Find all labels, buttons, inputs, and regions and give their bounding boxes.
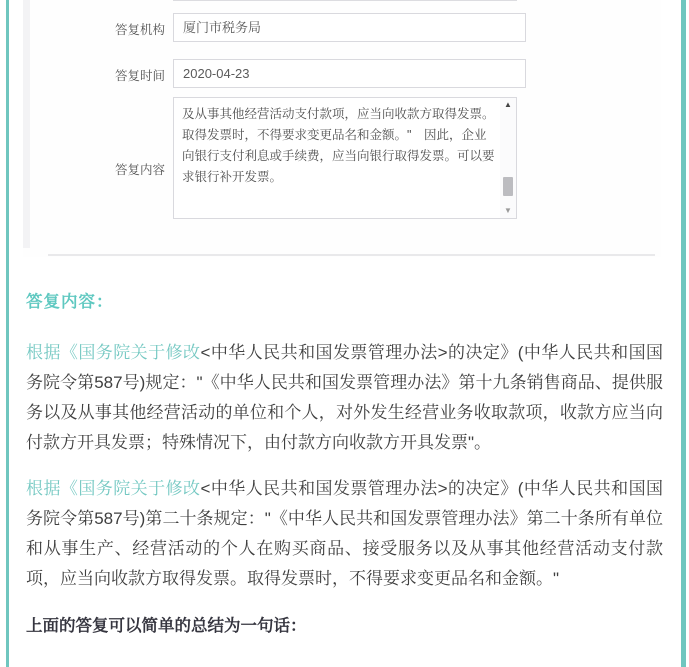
reply-org-label: 答复机构 [114,23,165,37]
paragraph-text: <中华人民共和国发票管理办法>的决定》(中华人民共和国国务院令第587号)规定："《中华人民共和国发票管理办法》第十九条销售商品、提供服务以及从事其他经营活动的单位和个人，对外发生经营业务收取款项，收款方应当向付款方开具发票；特殊情况下，由付款方向收款方开具发票"。 [26,343,664,452]
reply-time-input[interactable]: 2020-04-23 [173,59,526,88]
paragraph-regulation-19 [26,338,663,458]
scroll-down-icon[interactable]: ▼ [504,206,512,215]
reply-time-label: 答复时间 [114,69,165,83]
summary-lead-text: 上面的答复可以简单的总结为一句话： [26,617,307,635]
page-left-border [6,0,9,667]
reply-content-text[interactable]: 及从事其他经营活动支付款项，应当向收款方取得发票。取得发票时，不得要求变更品名和金额。" 因此，企业向银行支付利息或手续费，应当向银行取得发票。可以要求银行补开发票。 [182,107,495,184]
regulation-link[interactable]: 根据《国务院关于修改 [26,479,201,498]
cropped-field-edge [173,0,517,1]
reply-content-label: 答复内容 [114,163,165,177]
reply-org-input[interactable]: 厦门市税务局 [173,13,526,42]
section-heading: 答复内容： [26,293,114,311]
paragraph-text: <中华人民共和国发票管理办法>的决定》(中华人民共和国国务院令第587号)第二十条规定："《中华人民共和国发票管理办法》第二十条所有单位和从事生产、经营活动的个人在购买商品、接受服务以及从事其他经营活动支付款项，应当向收款方取得发票。取得发票时，不得要求变更品名和金额。" [26,479,664,588]
form-bottom-divider [48,254,655,256]
textarea-scrollbar[interactable] [500,98,516,218]
scroll-up-icon[interactable]: ▲ [504,100,512,109]
regulation-link[interactable]: 根据《国务院关于修改 [26,343,201,362]
page-right-border [681,0,686,667]
paragraph-regulation-20 [26,474,663,594]
reply-content-textarea[interactable] [173,97,517,219]
reply-form-screenshot [23,0,661,257]
form-left-strip [23,0,30,248]
scrollbar-thumb[interactable] [503,177,513,196]
